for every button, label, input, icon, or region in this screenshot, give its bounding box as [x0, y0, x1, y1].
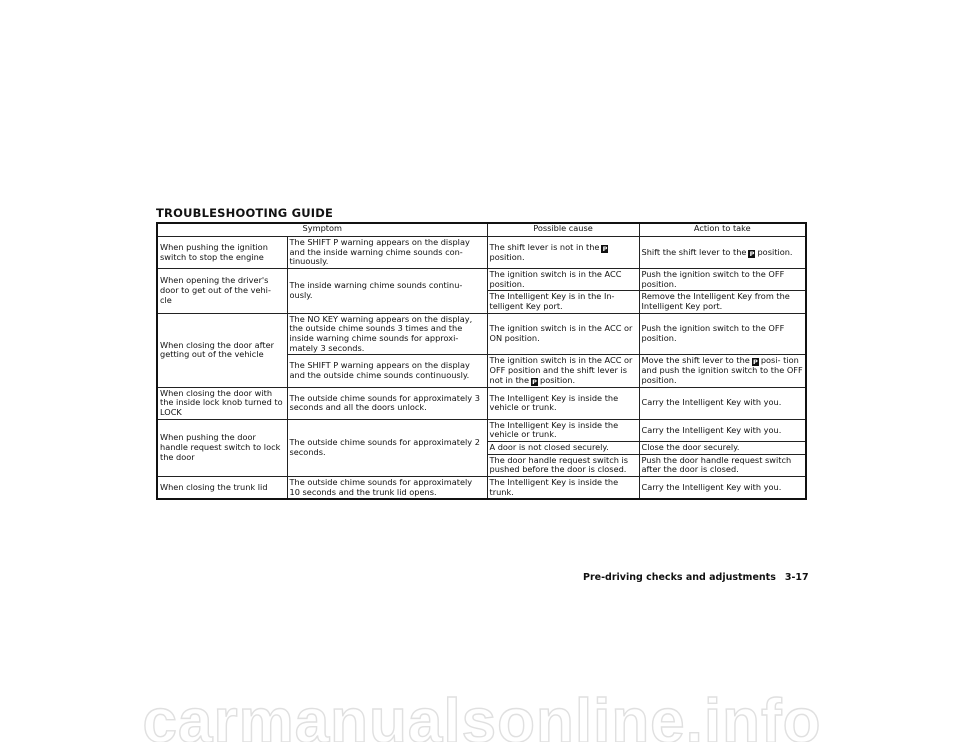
action-cell: Close the door securely. — [639, 442, 806, 455]
situation-cell: When closing the trunk lid — [157, 477, 287, 500]
situation-cell: When opening the driver's door to get out of the vehi- cle — [157, 269, 287, 314]
park-position-icon: P — [752, 358, 758, 367]
symptom-cell: The SHIFT P warning appears on the display and the outside chime sounds continuously. — [287, 355, 487, 387]
symptom-cell: The outside chime sounds for approximately 2 seconds. — [287, 419, 487, 476]
cause-cell — [487, 237, 639, 269]
park-position-icon: P — [749, 249, 755, 258]
action-cell: Push the ignition switch to the OFF position. — [639, 269, 806, 291]
action-cell: Push the door handle request switch after the door is closed. — [639, 454, 806, 476]
cause-text: position. — [540, 374, 576, 385]
symptom-cell: The NO KEY warning appears on the display, the outside chime sounds 3 times and the inside warning chime sounds for approxi- mately 3 seconds. — [287, 313, 487, 355]
action-cell — [639, 355, 806, 387]
action-text: posi- tion and push the ignition switch to the OFF position. — [641, 355, 803, 386]
symptom-cell: The outside chime sounds for approximately 10 seconds and the trunk lid opens. — [287, 477, 487, 500]
symptom-cell: The outside chime sounds for approximately 3 seconds and all the doors unlock. — [287, 387, 487, 419]
action-cell: Remove the Intelligent Key from the Intelligent Key port. — [639, 291, 806, 313]
cause-text: position. — [489, 251, 525, 262]
situation-cell: When pushing the ignition switch to stop the engine — [157, 237, 287, 269]
cause-cell: The door handle request switch is pushed before the door is closed. — [487, 454, 639, 476]
table-row — [157, 237, 806, 269]
table-row — [157, 387, 806, 419]
cause-cell: The Intelligent Key is inside the trunk. — [487, 477, 639, 500]
troubleshooting-table — [156, 222, 807, 500]
header-possible-cause: Possible cause — [487, 223, 639, 237]
table-row — [157, 269, 806, 291]
action-cell: Carry the Intelligent Key with you. — [639, 477, 806, 500]
symptom-cell: The inside warning chime sounds continu- ously. — [287, 269, 487, 314]
situation-cell: When closing the door after getting out of the vehicle — [157, 313, 287, 387]
action-text: position. — [757, 246, 793, 257]
park-position-icon: P — [532, 377, 537, 386]
watermark — [0, 650, 960, 742]
table-row — [157, 477, 806, 500]
situation-cell: When closing the door with the inside lock knob turned to LOCK — [157, 387, 287, 419]
action-text: Shift the shift lever to the — [641, 246, 747, 257]
table-header-row — [157, 223, 806, 237]
footer-section-title: Pre-driving checks and adjustments — [583, 572, 776, 583]
cause-cell: The ignition switch is in the ACC or ON position. — [487, 313, 639, 355]
cause-text: The ignition switch is in the ACC or OFF position and the shift lever is not in the — [489, 355, 633, 385]
header-symptom: Symptom — [157, 223, 487, 237]
cause-text: The shift lever is not in the — [489, 241, 600, 252]
cause-cell: The ignition switch is in the ACC position. — [487, 269, 639, 291]
action-text: Move the shift lever to the — [641, 355, 750, 366]
cause-cell: The Intelligent Key is in the In- telligent Key port. — [487, 291, 639, 313]
park-position-icon: P — [602, 244, 608, 253]
cause-cell: A door is not closed securely. — [487, 442, 639, 455]
table-row — [157, 419, 806, 441]
cause-cell: The Intelligent Key is inside the vehicle or trunk. — [487, 419, 639, 441]
symptom-cell: The SHIFT P warning appears on the display and the inside warning chime sounds con- tinuously. — [287, 237, 487, 269]
action-cell: Carry the Intelligent Key with you. — [639, 419, 806, 441]
action-cell: Carry the Intelligent Key with you. — [639, 387, 806, 419]
situation-cell: When pushing the door handle request switch to lock the door — [157, 419, 287, 476]
cause-cell: The Intelligent Key is inside the vehicle or trunk. — [487, 387, 639, 419]
cause-cell — [487, 355, 639, 387]
header-action: Action to take — [639, 223, 806, 237]
page-number: 3-17 — [784, 572, 809, 583]
action-cell: Push the ignition switch to the OFF position. — [639, 313, 806, 355]
action-cell — [639, 237, 806, 269]
watermark-text: carmanualsonline.info — [142, 687, 822, 742]
page-footer — [583, 572, 809, 583]
page-title: TROUBLESHOOTING GUIDE — [156, 206, 334, 220]
table-row — [157, 313, 806, 355]
